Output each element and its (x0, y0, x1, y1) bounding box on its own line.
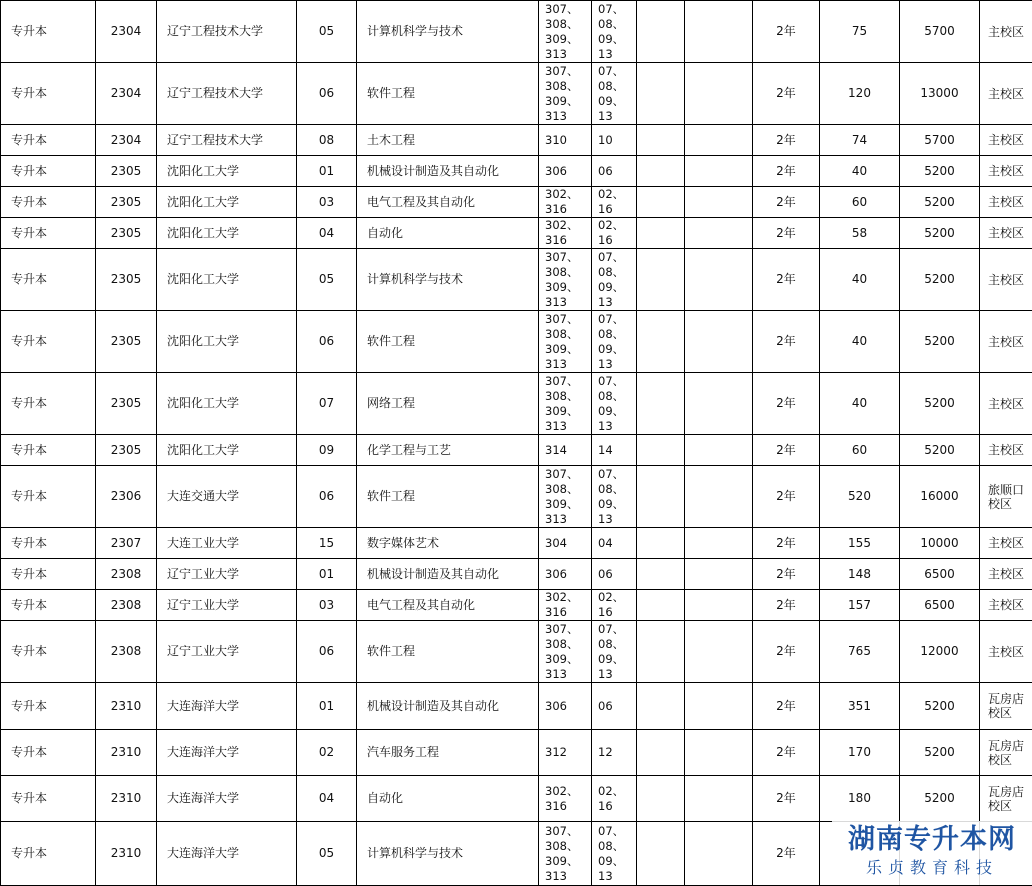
level-cell: 专升本 (1, 528, 96, 559)
school-code-cell: 2310 (96, 822, 157, 886)
major-name-cell: 机械设计制造及其自动化 (357, 683, 539, 730)
campus-cell: 主校区 (980, 373, 1032, 435)
blank-cell-a (637, 559, 685, 590)
school-code-cell: 2305 (96, 249, 157, 311)
major-code-cell: 04 (297, 218, 357, 249)
school-code-cell: 2305 (96, 435, 157, 466)
exam-subject-code-cell: 307、 308、 309、 313 (539, 373, 592, 435)
tuition-cell: 5200 (900, 311, 980, 373)
table-row (1, 730, 1032, 776)
school-name-cell: 大连海洋大学 (157, 730, 297, 776)
duration-cell: 2年 (753, 156, 820, 187)
level-cell: 专升本 (1, 776, 96, 822)
major-name-cell: 数字媒体艺术 (357, 528, 539, 559)
subject-code-cell: 07、 08、 09、 13 (592, 249, 637, 311)
tuition-cell: 5200 (900, 218, 980, 249)
plan-count-cell: 120 (820, 63, 900, 125)
tuition-cell: 5200 (900, 156, 980, 187)
exam-subject-code-cell: 307、 308、 309、 313 (539, 63, 592, 125)
blank-cell-a (637, 125, 685, 156)
plan-count-cell: 155 (820, 528, 900, 559)
level-cell: 专升本 (1, 435, 96, 466)
level-cell: 专升本 (1, 125, 96, 156)
exam-subject-code-cell: 302、 316 (539, 218, 592, 249)
school-code-cell: 2310 (96, 776, 157, 822)
school-code-cell: 2305 (96, 218, 157, 249)
school-name-cell: 辽宁工程技术大学 (157, 1, 297, 63)
tuition-cell: 6500 (900, 590, 980, 621)
campus-cell: 主校区 (980, 311, 1032, 373)
table-row (1, 125, 1032, 156)
school-name-cell: 沈阳化工大学 (157, 373, 297, 435)
major-code-cell: 01 (297, 559, 357, 590)
blank-cell-b (685, 621, 753, 683)
exam-subject-code-cell: 310 (539, 125, 592, 156)
duration-cell: 2年 (753, 466, 820, 528)
exam-subject-code-cell: 307、 308、 309、 313 (539, 249, 592, 311)
school-name-cell: 沈阳化工大学 (157, 435, 297, 466)
major-name-cell: 汽车服务工程 (357, 730, 539, 776)
exam-subject-code-cell: 307、 308、 309、 313 (539, 1, 592, 63)
school-name-cell: 辽宁工程技术大学 (157, 63, 297, 125)
school-name-cell: 沈阳化工大学 (157, 311, 297, 373)
duration-cell: 2年 (753, 435, 820, 466)
plan-count-cell: 60 (820, 187, 900, 218)
blank-cell-a (637, 435, 685, 466)
major-name-cell: 网络工程 (357, 373, 539, 435)
level-cell: 专升本 (1, 590, 96, 621)
table-row (1, 249, 1032, 311)
major-code-cell: 15 (297, 528, 357, 559)
school-name-cell: 沈阳化工大学 (157, 156, 297, 187)
exam-subject-code-cell: 312 (539, 730, 592, 776)
school-code-cell: 2305 (96, 187, 157, 218)
blank-cell-b (685, 683, 753, 730)
blank-cell-b (685, 125, 753, 156)
major-code-cell: 05 (297, 249, 357, 311)
tuition-cell: 5200 (900, 373, 980, 435)
major-name-cell: 计算机科学与技术 (357, 1, 539, 63)
campus-cell: 主校区 (980, 1, 1032, 63)
major-code-cell: 06 (297, 63, 357, 125)
blank-cell-b (685, 590, 753, 621)
exam-subject-code-cell: 306 (539, 156, 592, 187)
table-row (1, 187, 1032, 218)
school-name-cell: 辽宁工业大学 (157, 621, 297, 683)
table-row (1, 156, 1032, 187)
blank-cell-a (637, 590, 685, 621)
major-name-cell: 化学工程与工艺 (357, 435, 539, 466)
tuition-cell: 16000 (900, 466, 980, 528)
school-code-cell: 2310 (96, 683, 157, 730)
school-name-cell: 辽宁工业大学 (157, 559, 297, 590)
school-code-cell: 2305 (96, 156, 157, 187)
blank-cell-b (685, 559, 753, 590)
table-row (1, 435, 1032, 466)
subject-code-cell: 02、 16 (592, 187, 637, 218)
duration-cell: 2年 (753, 683, 820, 730)
subject-code-cell: 10 (592, 125, 637, 156)
school-code-cell: 2308 (96, 590, 157, 621)
duration-cell: 2年 (753, 822, 820, 886)
plan-count-cell: 765 (820, 621, 900, 683)
major-name-cell: 土木工程 (357, 125, 539, 156)
blank-cell-a (637, 683, 685, 730)
school-name-cell: 辽宁工程技术大学 (157, 125, 297, 156)
campus-cell: 主校区 (980, 125, 1032, 156)
subject-code-cell: 02、 16 (592, 590, 637, 621)
campus-cell: 主校区 (980, 63, 1032, 125)
blank-cell-a (637, 621, 685, 683)
duration-cell: 2年 (753, 590, 820, 621)
subject-code-cell: 07、 08、 09、 13 (592, 1, 637, 63)
watermark-logo (832, 821, 1032, 885)
campus-cell: 主校区 (980, 621, 1032, 683)
tuition-cell: 5200 (900, 249, 980, 311)
subject-code-cell: 14 (592, 435, 637, 466)
major-code-cell: 01 (297, 156, 357, 187)
level-cell: 专升本 (1, 311, 96, 373)
school-code-cell: 2310 (96, 730, 157, 776)
blank-cell-b (685, 528, 753, 559)
blank-cell-b (685, 156, 753, 187)
duration-cell: 2年 (753, 776, 820, 822)
level-cell: 专升本 (1, 559, 96, 590)
plan-count-cell: 148 (820, 559, 900, 590)
major-code-cell: 07 (297, 373, 357, 435)
level-cell: 专升本 (1, 187, 96, 218)
plan-count-cell: 58 (820, 218, 900, 249)
tuition-cell: 5200 (900, 187, 980, 218)
tuition-cell: 5200 (900, 776, 980, 822)
tuition-cell: 5700 (900, 1, 980, 63)
tuition-cell: 5700 (900, 125, 980, 156)
major-name-cell: 自动化 (357, 776, 539, 822)
table-row (1, 590, 1032, 621)
tuition-cell: 6500 (900, 559, 980, 590)
subject-code-cell: 04 (592, 528, 637, 559)
school-name-cell: 大连海洋大学 (157, 683, 297, 730)
tuition-cell: 5200 (900, 683, 980, 730)
exam-subject-code-cell: 314 (539, 435, 592, 466)
tuition-cell: 12000 (900, 621, 980, 683)
major-code-cell: 06 (297, 311, 357, 373)
subject-code-cell: 06 (592, 683, 637, 730)
exam-subject-code-cell: 304 (539, 528, 592, 559)
plan-count-cell: 40 (820, 373, 900, 435)
plan-count-cell: 74 (820, 125, 900, 156)
campus-cell: 瓦房店校区 (980, 776, 1032, 822)
major-name-cell: 软件工程 (357, 621, 539, 683)
school-name-cell: 大连交通大学 (157, 466, 297, 528)
major-name-cell: 软件工程 (357, 311, 539, 373)
table-row (1, 218, 1032, 249)
school-name-cell: 沈阳化工大学 (157, 249, 297, 311)
blank-cell-b (685, 466, 753, 528)
blank-cell-a (637, 730, 685, 776)
watermark-title: 湖南专升本网 (832, 823, 1032, 857)
duration-cell: 2年 (753, 63, 820, 125)
exam-subject-code-cell: 306 (539, 559, 592, 590)
campus-cell: 主校区 (980, 435, 1032, 466)
table-row (1, 373, 1032, 435)
major-code-cell: 03 (297, 590, 357, 621)
major-code-cell: 06 (297, 621, 357, 683)
exam-subject-code-cell: 302、 316 (539, 590, 592, 621)
blank-cell-b (685, 776, 753, 822)
subject-code-cell: 07、 08、 09、 13 (592, 822, 637, 886)
table-row (1, 621, 1032, 683)
exam-subject-code-cell: 302、 316 (539, 776, 592, 822)
exam-subject-code-cell: 306 (539, 683, 592, 730)
subject-code-cell: 07、 08、 09、 13 (592, 373, 637, 435)
blank-cell-b (685, 311, 753, 373)
blank-cell-b (685, 822, 753, 886)
table-row (1, 311, 1032, 373)
campus-cell: 主校区 (980, 590, 1032, 621)
level-cell: 专升本 (1, 1, 96, 63)
major-code-cell: 08 (297, 125, 357, 156)
subject-code-cell: 06 (592, 559, 637, 590)
subject-code-cell: 07、 08、 09、 13 (592, 63, 637, 125)
watermark-subtitle: 乐贞教育科技 (832, 857, 1032, 879)
level-cell: 专升本 (1, 63, 96, 125)
level-cell: 专升本 (1, 621, 96, 683)
plan-count-cell: 40 (820, 156, 900, 187)
school-code-cell: 2304 (96, 63, 157, 125)
campus-cell: 主校区 (980, 156, 1032, 187)
blank-cell-a (637, 187, 685, 218)
level-cell: 专升本 (1, 249, 96, 311)
level-cell: 专升本 (1, 822, 96, 886)
level-cell: 专升本 (1, 373, 96, 435)
plan-count-cell: 520 (820, 466, 900, 528)
campus-cell: 主校区 (980, 559, 1032, 590)
blank-cell-a (637, 466, 685, 528)
school-code-cell: 2308 (96, 559, 157, 590)
blank-cell-a (637, 218, 685, 249)
table-row (1, 63, 1032, 125)
blank-cell-a (637, 311, 685, 373)
subject-code-cell: 02、 16 (592, 776, 637, 822)
blank-cell-b (685, 435, 753, 466)
major-code-cell: 05 (297, 822, 357, 886)
major-name-cell: 机械设计制造及其自动化 (357, 156, 539, 187)
campus-cell: 主校区 (980, 218, 1032, 249)
major-code-cell: 01 (297, 683, 357, 730)
plan-count-cell: 75 (820, 1, 900, 63)
campus-cell: 主校区 (980, 187, 1032, 218)
plan-count-cell: 40 (820, 311, 900, 373)
blank-cell-a (637, 822, 685, 886)
exam-subject-code-cell: 302、 316 (539, 187, 592, 218)
plan-count-cell: 157 (820, 590, 900, 621)
level-cell: 专升本 (1, 156, 96, 187)
major-code-cell: 04 (297, 776, 357, 822)
duration-cell: 2年 (753, 218, 820, 249)
major-code-cell: 02 (297, 730, 357, 776)
school-code-cell: 2304 (96, 1, 157, 63)
blank-cell-b (685, 63, 753, 125)
major-code-cell: 06 (297, 466, 357, 528)
plan-count-cell: 40 (820, 249, 900, 311)
school-name-cell: 大连海洋大学 (157, 822, 297, 886)
campus-cell: 主校区 (980, 528, 1032, 559)
blank-cell-b (685, 218, 753, 249)
subject-code-cell: 07、 08、 09、 13 (592, 466, 637, 528)
table-row (1, 528, 1032, 559)
tuition-cell: 10000 (900, 528, 980, 559)
level-cell: 专升本 (1, 466, 96, 528)
major-name-cell: 机械设计制造及其自动化 (357, 559, 539, 590)
major-name-cell: 电气工程及其自动化 (357, 590, 539, 621)
level-cell: 专升本 (1, 218, 96, 249)
campus-cell: 主校区 (980, 249, 1032, 311)
campus-cell: 瓦房店校区 (980, 683, 1032, 730)
major-name-cell: 计算机科学与技术 (357, 822, 539, 886)
plan-count-cell: 351 (820, 683, 900, 730)
major-name-cell: 电气工程及其自动化 (357, 187, 539, 218)
major-name-cell: 计算机科学与技术 (357, 249, 539, 311)
major-code-cell: 09 (297, 435, 357, 466)
school-code-cell: 2306 (96, 466, 157, 528)
blank-cell-b (685, 187, 753, 218)
campus-cell: 瓦房店校区 (980, 730, 1032, 776)
blank-cell-a (637, 528, 685, 559)
school-code-cell: 2305 (96, 311, 157, 373)
subject-code-cell: 06 (592, 156, 637, 187)
major-name-cell: 软件工程 (357, 466, 539, 528)
subject-code-cell: 02、 16 (592, 218, 637, 249)
blank-cell-a (637, 373, 685, 435)
blank-cell-a (637, 249, 685, 311)
major-name-cell: 自动化 (357, 218, 539, 249)
school-code-cell: 2305 (96, 373, 157, 435)
tuition-cell: 5200 (900, 730, 980, 776)
school-code-cell: 2304 (96, 125, 157, 156)
table-row (1, 559, 1032, 590)
blank-cell-b (685, 249, 753, 311)
exam-subject-code-cell: 307、 308、 309、 313 (539, 621, 592, 683)
table-row (1, 466, 1032, 528)
duration-cell: 2年 (753, 311, 820, 373)
major-code-cell: 05 (297, 1, 357, 63)
tuition-cell: 13000 (900, 63, 980, 125)
plan-count-cell: 60 (820, 435, 900, 466)
blank-cell-b (685, 1, 753, 63)
blank-cell-b (685, 373, 753, 435)
campus-cell: 旅顺口校区 (980, 466, 1032, 528)
plan-count-cell: 180 (820, 776, 900, 822)
exam-subject-code-cell: 307、 308、 309、 313 (539, 822, 592, 886)
exam-subject-code-cell: 307、 308、 309、 313 (539, 311, 592, 373)
duration-cell: 2年 (753, 125, 820, 156)
blank-cell-a (637, 1, 685, 63)
subject-code-cell: 07、 08、 09、 13 (592, 621, 637, 683)
table-row (1, 683, 1032, 730)
subject-code-cell: 07、 08、 09、 13 (592, 311, 637, 373)
exam-subject-code-cell: 307、 308、 309、 313 (539, 466, 592, 528)
school-code-cell: 2307 (96, 528, 157, 559)
tuition-cell: 5200 (900, 435, 980, 466)
school-name-cell: 辽宁工业大学 (157, 590, 297, 621)
school-name-cell: 大连海洋大学 (157, 776, 297, 822)
blank-cell-a (637, 63, 685, 125)
table-row (1, 1, 1032, 63)
table-body (1, 1, 1032, 886)
subject-code-cell: 12 (592, 730, 637, 776)
blank-cell-a (637, 156, 685, 187)
level-cell: 专升本 (1, 683, 96, 730)
blank-cell-a (637, 776, 685, 822)
duration-cell: 2年 (753, 559, 820, 590)
duration-cell: 2年 (753, 730, 820, 776)
major-name-cell: 软件工程 (357, 63, 539, 125)
blank-cell-b (685, 730, 753, 776)
school-name-cell: 大连工业大学 (157, 528, 297, 559)
duration-cell: 2年 (753, 249, 820, 311)
duration-cell: 2年 (753, 187, 820, 218)
school-name-cell: 沈阳化工大学 (157, 218, 297, 249)
school-name-cell: 沈阳化工大学 (157, 187, 297, 218)
level-cell: 专升本 (1, 730, 96, 776)
duration-cell: 2年 (753, 528, 820, 559)
major-code-cell: 03 (297, 187, 357, 218)
plan-count-cell: 170 (820, 730, 900, 776)
school-code-cell: 2308 (96, 621, 157, 683)
table-row (1, 776, 1032, 822)
duration-cell: 2年 (753, 621, 820, 683)
duration-cell: 2年 (753, 373, 820, 435)
duration-cell: 2年 (753, 1, 820, 63)
